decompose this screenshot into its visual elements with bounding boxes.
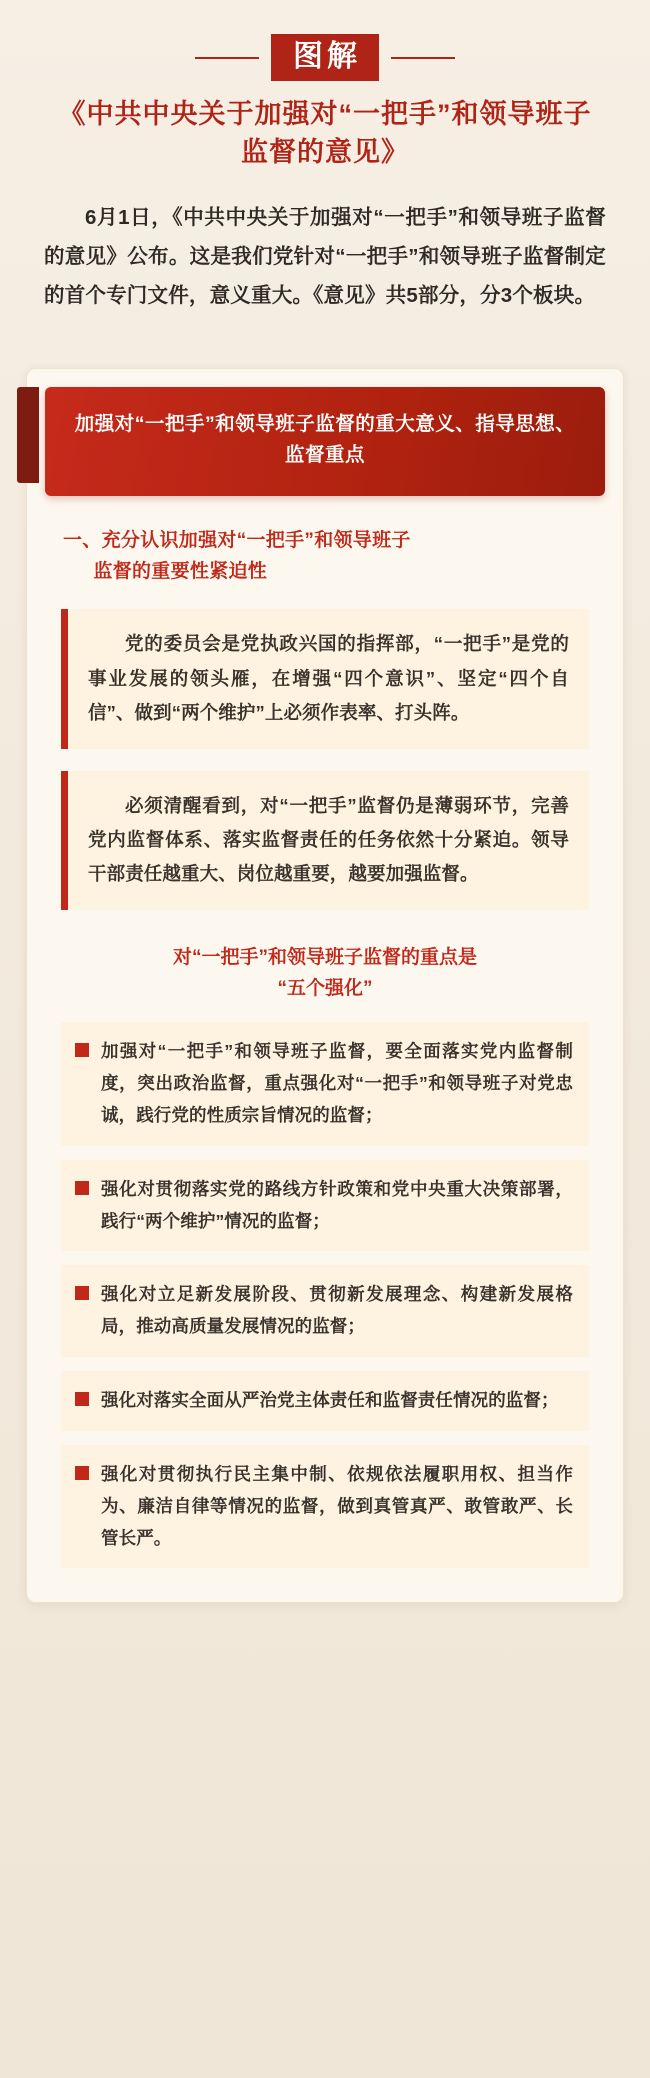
square-bullet-icon xyxy=(75,1286,89,1300)
list-item-text: 强化对贯彻落实党的路线方针政策和党中央重大决策部署，践行“两个维护”情况的监督； xyxy=(101,1178,573,1231)
section-heading-line1: 一、充分认识加强对“一把手”和领导班子 xyxy=(63,529,411,551)
ribbon-decoration xyxy=(17,387,39,483)
list-item-text: 加强对“一把手”和领导班子监督，要全面落实党内监督制度，突出政治监督，重点强化对“一把手”和领导班子对党忠诚，践行党的性质宗旨情况的监督； xyxy=(101,1041,573,1125)
decorative-line-right xyxy=(391,57,455,59)
quote-block xyxy=(61,609,589,748)
quote-text: 必须清醒看到，对“一把手”监督仍是薄弱环节，完善党内监督体系、落实监督责任的任务依然十分紧迫。领导干部责任越重大、岗位越重要，越要加强监督。 xyxy=(88,794,569,885)
sub-heading-line2: “五个强化” xyxy=(277,978,373,1000)
square-bullet-icon xyxy=(75,1466,89,1480)
list-item-text: 强化对贯彻执行民主集中制、依规依法履职用权、担当作为、廉洁自律等情况的监督，做到真管真严、敢管敢严、长管长严。 xyxy=(101,1463,573,1548)
quote-text: 党的委员会是党执政兴国的指挥部，“一把手”是党的事业发展的领头雁，在增强“四个意识”、坚定“四个自信”、做到“两个维护”上必须作表率、打头阵。 xyxy=(88,633,569,724)
card-banner-text: 加强对“一把手”和领导班子监督的重大意义、指导思想、监督重点 xyxy=(74,412,576,467)
header xyxy=(0,0,650,172)
list-item xyxy=(61,1265,589,1357)
bullet-list xyxy=(61,1022,589,1568)
page-title: 《中共中央关于加强对“一把手”和领导班子监督的意见》 xyxy=(58,99,592,168)
square-bullet-icon xyxy=(75,1043,89,1057)
content-card xyxy=(26,368,624,1604)
section-heading xyxy=(27,496,623,588)
lead-section xyxy=(0,172,650,316)
list-item xyxy=(61,1160,589,1252)
section-heading-line2: 监督的重要性紧迫性 xyxy=(93,560,268,582)
square-bullet-icon xyxy=(75,1181,89,1195)
sub-heading xyxy=(27,910,623,1004)
lead-paragraph: 6月1日，《中共中央关于加强对“一把手”和领导班子监督的意见》公布。这是我们党针对“一把手”和领导班子监督制定的首个专门文件，意义重大。《意见》共5部分，分3个板块。 xyxy=(44,205,606,308)
card-banner xyxy=(45,387,605,496)
tujie-tag: 图解 xyxy=(271,34,379,81)
list-item-text: 强化对立足新发展阶段、贯彻新发展理念、构建新发展格局，推动高质量发展情况的监督； xyxy=(101,1284,573,1337)
list-item xyxy=(61,1445,589,1569)
list-item-text: 强化对落实全面从严治党主体责任和监督责任情况的监督； xyxy=(101,1390,559,1411)
list-item xyxy=(61,1022,589,1146)
sub-heading-line1: 对“一把手”和领导班子监督的重点是 xyxy=(172,946,477,968)
quote-block xyxy=(61,771,589,910)
content-card-wrapper xyxy=(26,368,624,1604)
square-bullet-icon xyxy=(75,1392,89,1406)
decorative-line-left xyxy=(195,57,259,59)
tujie-tag-row xyxy=(40,34,610,81)
list-item xyxy=(61,1371,589,1431)
